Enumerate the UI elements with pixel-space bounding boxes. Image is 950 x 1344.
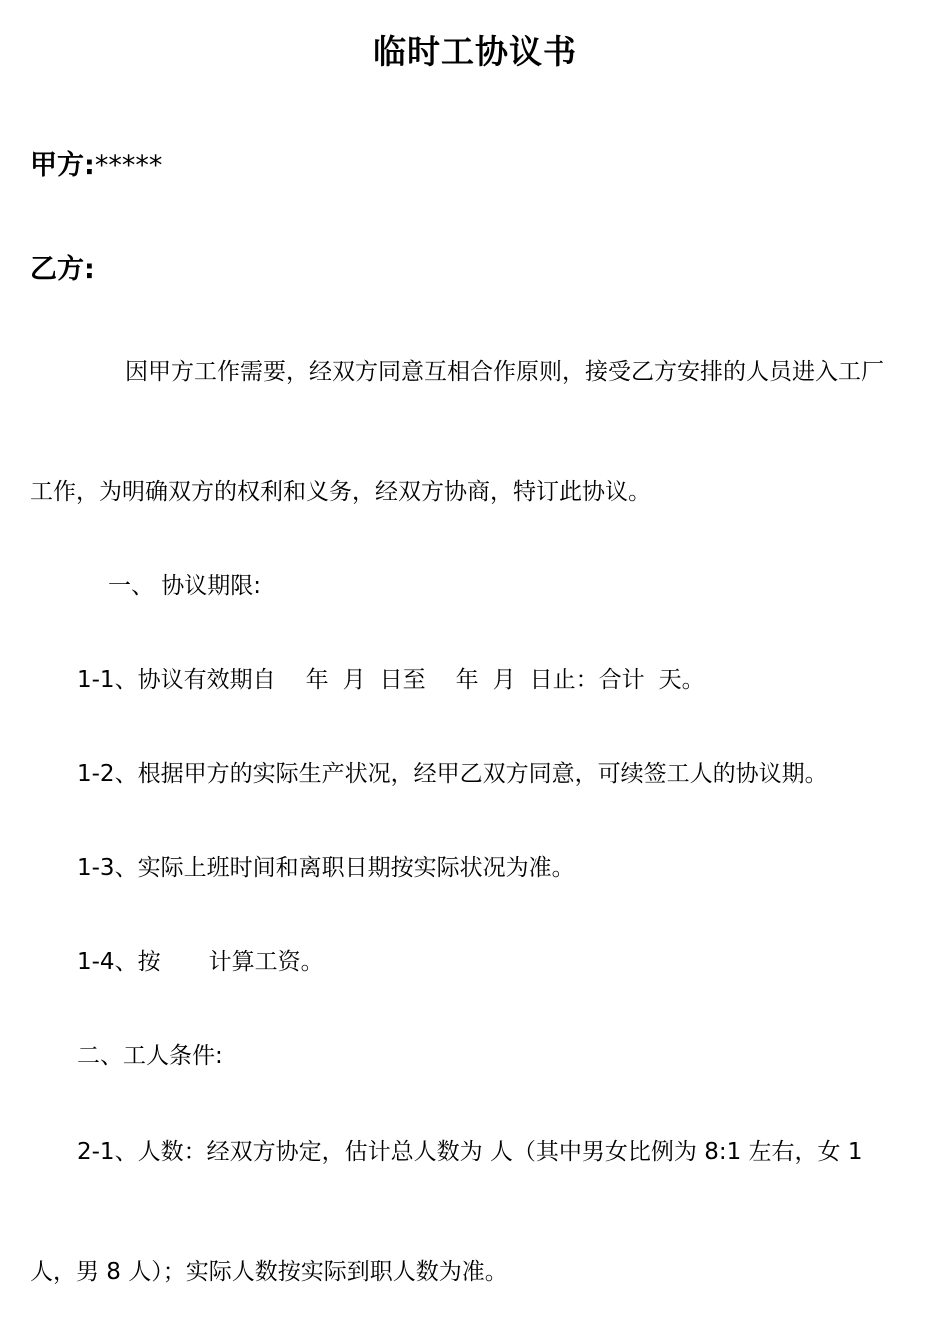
section-1-heading: 一、 协议期限:	[108, 573, 262, 599]
clause-1-4-tail: 计算工资。	[208, 949, 324, 975]
party-a-label: 甲方:	[30, 150, 95, 181]
clause-1-1-day-end: 日止：合计	[529, 667, 645, 693]
clause-1-1-month-1: 月	[342, 667, 366, 693]
section-2-heading: 二、工人条件:	[77, 1043, 223, 1069]
clause-1-1-day-to: 日至	[379, 667, 426, 693]
clause-1-4-lead: 1-4、按	[77, 949, 161, 975]
party-b-label: 乙方:	[30, 254, 95, 285]
clause-1-2: 1-2、根据甲方的实际生产状况，经甲乙双方同意，可续签工人的协议期。	[77, 761, 828, 787]
clause-1-1-days: 天。	[658, 667, 705, 693]
party-b-line	[30, 252, 95, 288]
clause-1-4	[77, 946, 324, 978]
party-a-value: *****	[94, 150, 163, 181]
clause-1-3: 1-3、实际上班时间和离职日期按实际状况为准。	[77, 855, 575, 881]
document-title: 临时工协议书	[373, 32, 577, 71]
clause-1-1-year-2: 年	[455, 667, 479, 693]
clause-1-1-month-2: 月	[492, 667, 516, 693]
party-a-line	[30, 148, 162, 184]
clause-2-1-line-1: 2-1、人数：经双方协定，估计总人数为 人（其中男女比例为 8:1 左右，女 1	[77, 1139, 863, 1165]
clause-1-1-year-1: 年	[305, 667, 329, 693]
clause-2-1-line-2: 人，男 8 人）；实际人数按实际到职人数为准。	[30, 1259, 508, 1285]
intro-line-2: 工作，为明确双方的权利和义务，经双方协商，特订此协议。	[30, 479, 651, 505]
clause-1-1-lead: 1-1、协议有效期自	[77, 667, 276, 693]
clause-1-1	[77, 664, 705, 696]
intro-line-1: 因甲方工作需要，经双方同意互相合作原则，接受乙方安排的人员进入工厂	[125, 359, 884, 385]
